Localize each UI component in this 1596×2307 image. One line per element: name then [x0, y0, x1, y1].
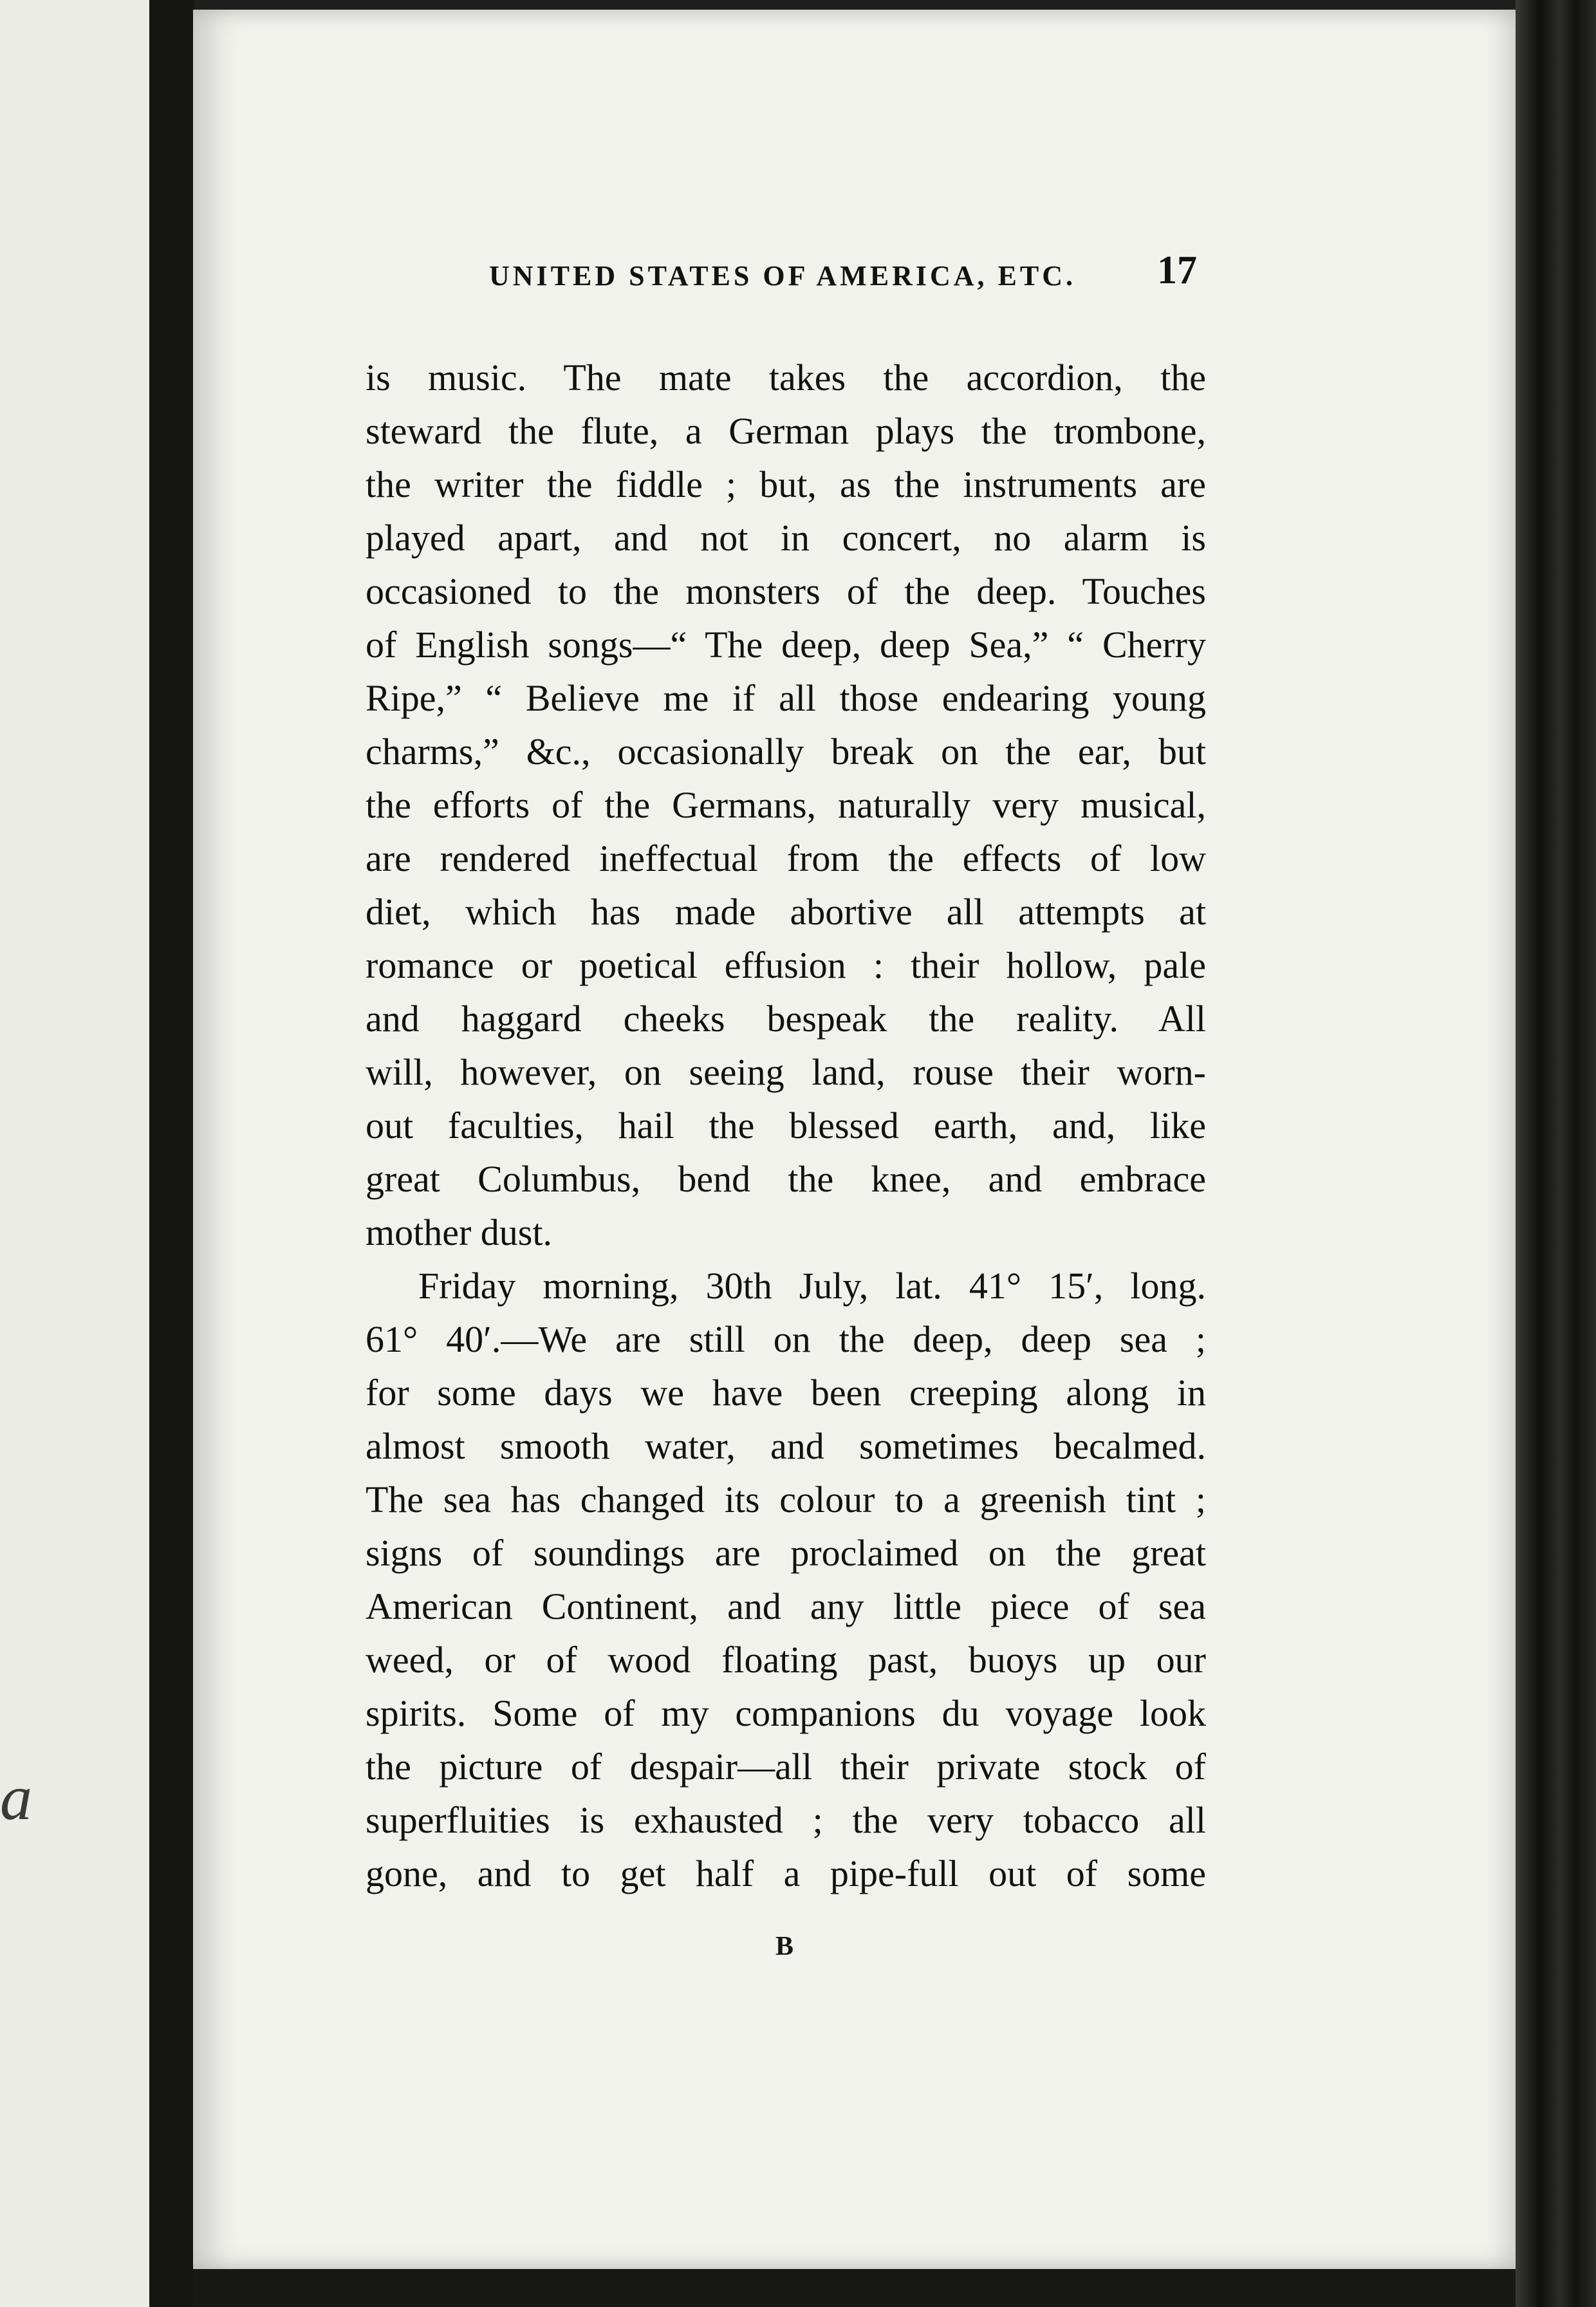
text-line: out faculties, hail the blessed earth, and, like	[366, 1105, 1206, 1146]
signature-mark: B	[775, 1932, 794, 1961]
text-line: great Columbus, bend the knee, and embrace	[366, 1158, 1206, 1200]
text-line: 61° 40′.—We are still on the deep, deep sea ;	[366, 1318, 1206, 1360]
text-line: gone, and to get half a pipe-full out of some	[366, 1853, 1206, 1894]
book-fore-edge	[1516, 0, 1596, 2307]
text-line: for some days we have been creeping along in	[366, 1372, 1206, 1414]
page-header	[489, 248, 1197, 306]
text-line: will, however, on seeing land, rouse their worn-	[366, 1051, 1206, 1093]
text-line: the writer the fiddle ; but, as the instruments are	[366, 463, 1206, 505]
text-line: and haggard cheeks bespeak the reality. All	[366, 998, 1206, 1040]
text-line: The sea has changed its colour to a greenish tint ;	[366, 1479, 1206, 1520]
paragraph-1	[366, 351, 1206, 1259]
body-text	[366, 351, 1206, 1900]
text-line: Ripe,” “ Believe me if all those endearing young	[366, 677, 1206, 719]
page-number: 17	[1157, 248, 1197, 292]
running-title: UNITED STATES OF AMERICA, ETC.	[489, 260, 1076, 292]
text-line: American Continent, and any little piece of sea	[366, 1585, 1206, 1627]
text-line: the efforts of the Germans, naturally very musical,	[366, 784, 1206, 826]
margin-handwriting: a	[0, 1762, 32, 1833]
text-line: spirits. Some of my companions du voyage look	[366, 1692, 1206, 1734]
text-line: almost smooth water, and sometimes becalmed.	[366, 1425, 1206, 1467]
text-line: occasioned to the monsters of the deep. Touches	[366, 570, 1206, 612]
text-line: played apart, and not in concert, no alarm is	[366, 517, 1206, 559]
text-line: of English songs—“ The deep, deep Sea,” “ Cherry	[366, 624, 1206, 666]
page-bottom-shadow	[193, 2269, 1516, 2307]
text-line: signs of soundings are proclaimed on the great	[366, 1532, 1206, 1574]
text-line: Friday morning, 30th July, lat. 41° 15′, long.	[418, 1265, 1206, 1307]
paragraph-2	[366, 1259, 1206, 1900]
text-line: the picture of despair—all their private stock of	[366, 1746, 1206, 1788]
book-gutter	[149, 0, 194, 2307]
previous-page-edge	[0, 0, 154, 2307]
text-line: steward the flute, a German plays the trombone,	[366, 410, 1206, 452]
text-line: diet, which has made abortive all attempts at	[366, 891, 1206, 933]
text-line: are rendered ineffectual from the effects of low	[366, 837, 1206, 879]
text-line: superfluities is exhausted ; the very tobacco all	[366, 1799, 1206, 1841]
text-line: mother dust.	[366, 1211, 552, 1253]
text-line: is music. The mate takes the accordion, the	[366, 357, 1206, 398]
text-line: romance or poetical effusion : their hollow, pale	[366, 944, 1206, 986]
text-line: charms,” &c., occasionally break on the ear, but	[366, 731, 1206, 772]
text-line: weed, or of wood floating past, buoys up our	[366, 1639, 1206, 1681]
